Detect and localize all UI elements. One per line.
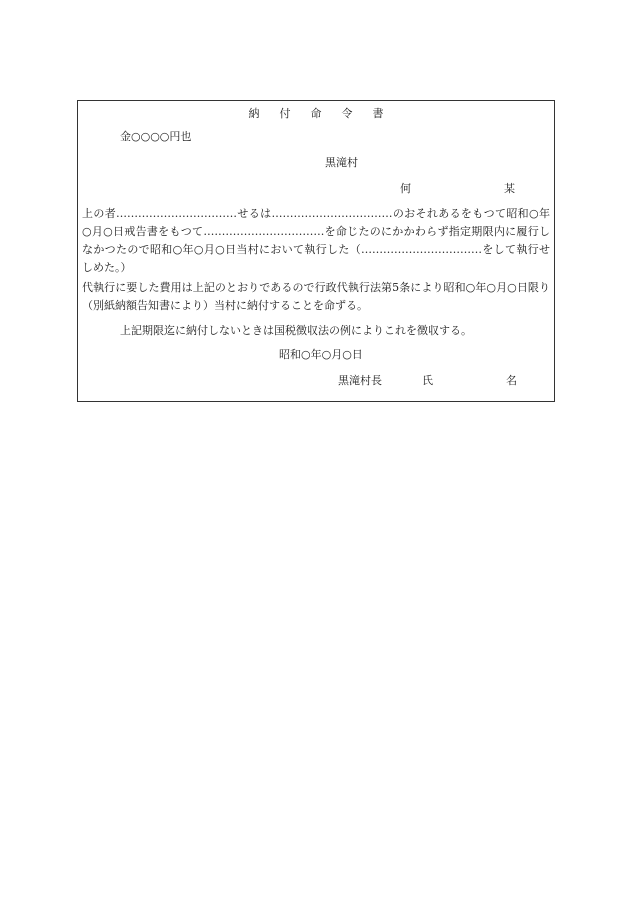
- recipient-name-first: 何: [400, 182, 411, 195]
- title-char: 命: [310, 107, 322, 120]
- signer-title: 黒滝村長: [338, 374, 382, 387]
- title-char: 納: [248, 107, 260, 120]
- signer-name-second: 名: [506, 374, 517, 387]
- issue-date: 昭和○年○月○日: [279, 348, 363, 361]
- title-char: 書: [372, 107, 384, 120]
- signer-name-first: 氏: [422, 374, 433, 387]
- amount-line: 金○○○○円也: [120, 130, 192, 143]
- title-char: 付: [279, 107, 291, 120]
- recipient-name-second: 某: [504, 182, 515, 195]
- execution-paragraph: 上の者……………………………せるは……………………………のおそれあるをもつて昭和○年○月○日戒告書をもつて……………………………を命じたのにかかわらず指定期限内に履行しなかつたので昭和○年○月○日当村において執行した（……………………………をして執行せしめた。）: [82, 207, 550, 274]
- payment-order-form: [77, 100, 555, 402]
- collection-paragraph: 上記期限迄に納付しないときは国税徴収法の例によりこれを徴収する。: [120, 324, 472, 337]
- village-name: 黒滝村: [325, 156, 358, 169]
- document-title: [78, 105, 554, 123]
- title-char: 令: [341, 107, 353, 120]
- cost-paragraph: 代執行に要した費用は上記のとおりであるので行政代執行法第5条により昭和○年○月○日限り（別紙納額告知書により）当村に納付することを命ずる。: [82, 281, 550, 312]
